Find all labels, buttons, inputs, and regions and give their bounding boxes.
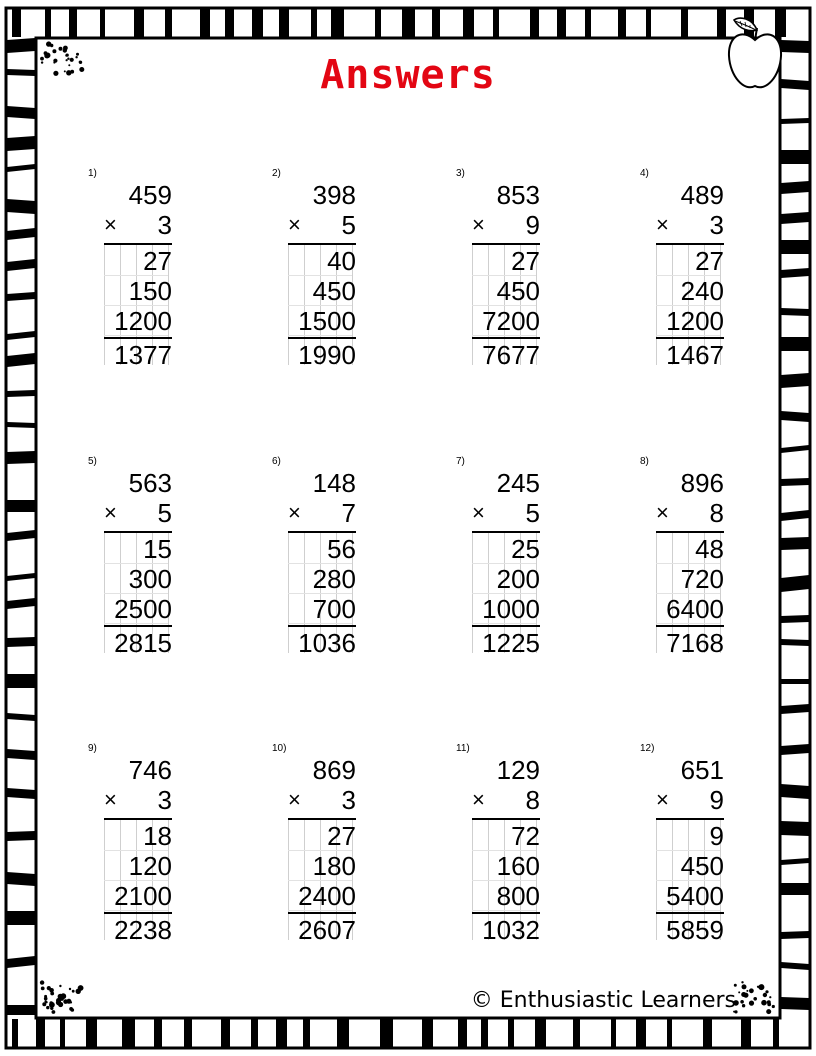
sum-line — [288, 912, 356, 914]
multiplicand: 853 — [496, 180, 540, 210]
final-product: 2815 — [114, 628, 172, 658]
sum-line — [472, 625, 540, 627]
multiply-sign: × — [288, 787, 301, 812]
multiply-sign: × — [104, 787, 117, 812]
multiply-sign: × — [104, 212, 117, 237]
partial-product: 27 — [695, 246, 724, 276]
multiplier: 5 — [341, 210, 356, 240]
problem-number: 2) — [272, 168, 281, 179]
multiply-sign: × — [656, 500, 669, 525]
multiplier: 3 — [157, 785, 172, 815]
partial-product: 180 — [312, 851, 356, 881]
multiplier: 9 — [525, 210, 540, 240]
partial-product: 150 — [128, 276, 172, 306]
multiplicand: 896 — [680, 468, 724, 498]
sum-line — [104, 625, 172, 627]
problem-number: 3) — [456, 168, 465, 179]
multiplicand: 245 — [496, 468, 540, 498]
partial-product: 450 — [496, 276, 540, 306]
page-title: Answers — [320, 52, 496, 98]
problem-11 — [420, 743, 540, 973]
problem-number: 4) — [640, 168, 649, 179]
problem-number: 11) — [456, 743, 470, 754]
partial-product: 720 — [680, 564, 724, 594]
final-product: 7168 — [666, 628, 724, 658]
partial-product: 450 — [312, 276, 356, 306]
partial-product: 2500 — [114, 594, 172, 624]
partial-product: 9 — [709, 821, 724, 851]
multiplier: 5 — [157, 498, 172, 528]
multiplicand: 148 — [312, 468, 356, 498]
multiplier: 3 — [709, 210, 724, 240]
problem-6 — [236, 456, 356, 686]
partial-product: 240 — [680, 276, 724, 306]
multiply-sign: × — [472, 212, 485, 237]
final-product: 1032 — [482, 915, 540, 945]
partial-product: 160 — [496, 851, 540, 881]
final-product: 1467 — [666, 340, 724, 370]
partial-product: 40 — [327, 246, 356, 276]
partial-product: 56 — [327, 534, 356, 564]
partial-product: 48 — [695, 534, 724, 564]
multiplier: 8 — [709, 498, 724, 528]
problem-number: 5) — [88, 456, 97, 467]
multiplicand: 398 — [312, 180, 356, 210]
multiplicand: 459 — [128, 180, 172, 210]
final-product: 2238 — [114, 915, 172, 945]
final-product: 1377 — [114, 340, 172, 370]
multiplicand: 489 — [680, 180, 724, 210]
final-product: 2607 — [298, 915, 356, 945]
problem-7 — [420, 456, 540, 686]
final-product: 5859 — [666, 915, 724, 945]
multiply-sign: × — [656, 212, 669, 237]
partial-product: 800 — [496, 881, 540, 911]
sum-line — [656, 625, 724, 627]
problem-number: 7) — [456, 456, 465, 467]
partial-product: 6400 — [666, 594, 724, 624]
final-product: 1225 — [482, 628, 540, 658]
final-product: 7677 — [482, 340, 540, 370]
partial-product: 27 — [511, 246, 540, 276]
problem-3 — [420, 168, 540, 398]
final-product: 1036 — [298, 628, 356, 658]
multiplicand: 746 — [128, 755, 172, 785]
multiplicand: 563 — [128, 468, 172, 498]
problem-9 — [52, 743, 172, 973]
problem-number: 9) — [88, 743, 97, 754]
partial-product: 1200 — [114, 306, 172, 336]
problem-1 — [52, 168, 172, 398]
multiplicand: 129 — [496, 755, 540, 785]
partial-product: 25 — [511, 534, 540, 564]
copyright-footer: © Enthusiastic Learners — [470, 988, 736, 1013]
problem-8 — [604, 456, 724, 686]
sum-line — [288, 625, 356, 627]
problem-number: 6) — [272, 456, 281, 467]
final-product: 1990 — [298, 340, 356, 370]
sum-line — [288, 337, 356, 339]
multiplicand: 651 — [680, 755, 724, 785]
multiply-sign: × — [104, 500, 117, 525]
partial-product: 72 — [511, 821, 540, 851]
partial-product: 450 — [680, 851, 724, 881]
partial-product: 1000 — [482, 594, 540, 624]
sum-line — [656, 337, 724, 339]
sum-line — [104, 337, 172, 339]
partial-product: 27 — [143, 246, 172, 276]
problem-12 — [604, 743, 724, 973]
sum-line — [104, 912, 172, 914]
partial-product: 280 — [312, 564, 356, 594]
partial-product: 300 — [128, 564, 172, 594]
problem-10 — [236, 743, 356, 973]
partial-product: 5400 — [666, 881, 724, 911]
multiplier: 3 — [341, 785, 356, 815]
sum-line — [472, 337, 540, 339]
problem-number: 12) — [640, 743, 655, 754]
multiplier: 8 — [525, 785, 540, 815]
sum-line — [656, 912, 724, 914]
problem-4 — [604, 168, 724, 398]
multiply-sign: × — [288, 212, 301, 237]
partial-product: 200 — [496, 564, 540, 594]
partial-product: 2400 — [298, 881, 356, 911]
multiplier: 9 — [709, 785, 724, 815]
problem-number: 10) — [272, 743, 287, 754]
partial-product: 15 — [143, 534, 172, 564]
partial-product: 1200 — [666, 306, 724, 336]
partial-product: 18 — [143, 821, 172, 851]
problem-2 — [236, 168, 356, 398]
problem-number: 1) — [88, 168, 97, 179]
multiply-sign: × — [288, 500, 301, 525]
partial-product: 2100 — [114, 881, 172, 911]
partial-product: 27 — [327, 821, 356, 851]
multiplicand: 869 — [312, 755, 356, 785]
multiply-sign: × — [472, 787, 485, 812]
multiply-sign: × — [656, 787, 669, 812]
partial-product: 7200 — [482, 306, 540, 336]
partial-product: 1500 — [298, 306, 356, 336]
problem-number: 8) — [640, 456, 649, 467]
partial-product: 120 — [128, 851, 172, 881]
multiplier: 3 — [157, 210, 172, 240]
multiply-sign: × — [472, 500, 485, 525]
sum-line — [472, 912, 540, 914]
multiplier: 7 — [341, 498, 356, 528]
multiplier: 5 — [525, 498, 540, 528]
partial-product: 700 — [312, 594, 356, 624]
problem-5 — [52, 456, 172, 686]
